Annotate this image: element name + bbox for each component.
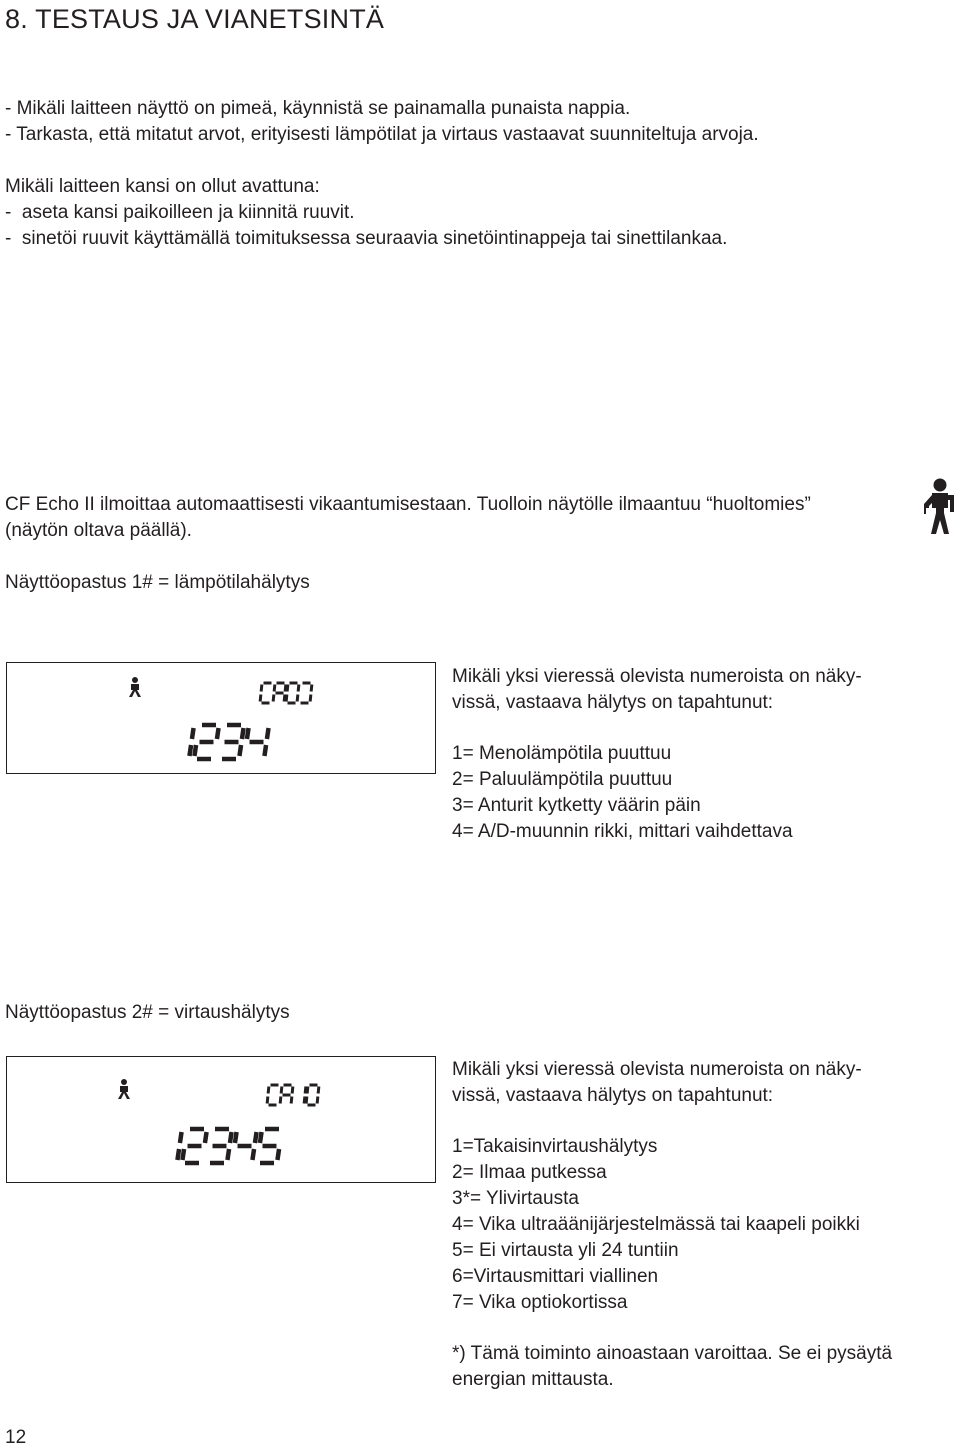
guide2-item: 6=Virtausmittari viallinen: [452, 1266, 659, 1287]
cover-heading: Mikäli laitteen kansi on ollut avattuna:: [5, 176, 320, 197]
cover-step-1: - aseta kansi paikoilleen ja kiinnitä ruuvit.: [5, 202, 355, 223]
fault-notice-line-1: CF Echo II ilmoittaa automaattisesti vikaantumisestaan. Tuolloin näytölle ilmaantuu “huoltomies”: [5, 494, 811, 515]
guide2-item: 3*= Ylivirtausta: [452, 1188, 579, 1209]
lcd-segment: [260, 1132, 262, 1143]
guide2-item: 7= Vika optiokortissa: [452, 1292, 628, 1313]
lcd-segment: [205, 1132, 207, 1143]
lcd-service-man-icon: [129, 677, 141, 697]
lcd-status-code: [260, 683, 311, 703]
lcd-segment: [180, 1132, 182, 1143]
lcd-segment: [252, 1149, 254, 1160]
intro-line-2: - Tarkasta, että mitatut arvot, erityisesti lämpötilat ja virtaus vastaavat suunniteltuja arvoja.: [5, 124, 759, 145]
guide2-item: 5= Ei virtausta yli 24 tuntiin: [452, 1240, 679, 1261]
guide2-heading: Näyttöopastus 2# = virtaushälytys: [5, 1002, 290, 1023]
lcd-segment: [264, 745, 266, 756]
lcd-segment: [239, 745, 241, 756]
guide2-intro-line-1: Mikäli yksi vieressä olevista numeroista on näky-: [452, 1059, 862, 1080]
lcd-segment: [217, 728, 219, 739]
guide1-intro-line-1: Mikäli yksi vieressä olevista numeroista on näky-: [452, 666, 862, 687]
guide2-intro-line-2: vissä, vastaava hälytys on tapahtunut:: [452, 1085, 774, 1106]
page-number: 12: [5, 1427, 27, 1448]
lcd-service-man-icon: [118, 1079, 130, 1099]
lcd-status-code: [267, 1085, 318, 1105]
guide2-footnote-line-1: *) Tämä toiminto ainoastaan varoittaa. Se ei pysäytä: [452, 1343, 893, 1364]
guide2-item: 4= Vika ultraäänijärjestelmässä tai kaapeli poikki: [452, 1214, 860, 1235]
cover-step-2: - sinetöi ruuvit käyttämällä toimituksessa seuraavia sinetöintinappeja tai sinettilankaa.: [5, 228, 728, 249]
lcd-number-readout: [177, 1129, 279, 1163]
fault-notice-line-2: (näytön oltava päällä).: [5, 520, 192, 541]
lcd-segment: [235, 1132, 237, 1143]
lcd-segment: [227, 1149, 229, 1160]
guide2-footnote-line-2: energian mittausta.: [452, 1369, 614, 1390]
lcd-segment: [242, 728, 244, 739]
lcd-display-flow-alarm: [6, 1056, 436, 1183]
lcd-segment: [255, 1132, 257, 1143]
service-man-icon: [922, 478, 958, 536]
lcd-segment: [277, 1149, 279, 1160]
lcd-segment: [230, 1132, 232, 1143]
lcd-segment: [247, 728, 249, 739]
section-title: 8. TESTAUS JA VIANETSINTÄ: [5, 4, 385, 34]
guide1-heading: Näyttöopastus 1# = lämpötilahälytys: [5, 572, 310, 593]
guide2-item: 1=Takaisinvirtaushälytys: [452, 1136, 658, 1157]
guide1-item: 4= A/D-muunnin rikki, mittari vaihdettava: [452, 821, 793, 842]
intro-line-1: - Mikäli laitteen näyttö on pimeä, käynnistä se painamalla punaista nappia.: [5, 98, 631, 119]
lcd-segment: [192, 728, 194, 739]
lcd-segment: [177, 1149, 179, 1160]
guide1-item: 1= Menolämpötila puuttuu: [452, 743, 672, 764]
lcd-segment: [182, 1149, 184, 1160]
lcd-segment: [267, 728, 269, 739]
lcd-segment: [194, 745, 196, 756]
lcd-display-temperature-alarm: [6, 662, 436, 774]
guide1-intro-line-2: vissä, vastaava hälytys on tapahtunut:: [452, 692, 774, 713]
lcd-segment: [189, 745, 191, 756]
guide2-item: 2= Ilmaa putkessa: [452, 1162, 607, 1183]
lcd-number-readout: [189, 725, 268, 759]
guide1-item: 2= Paluulämpötila puuttuu: [452, 769, 673, 790]
guide1-item: 3= Anturit kytketty väärin päin: [452, 795, 701, 816]
